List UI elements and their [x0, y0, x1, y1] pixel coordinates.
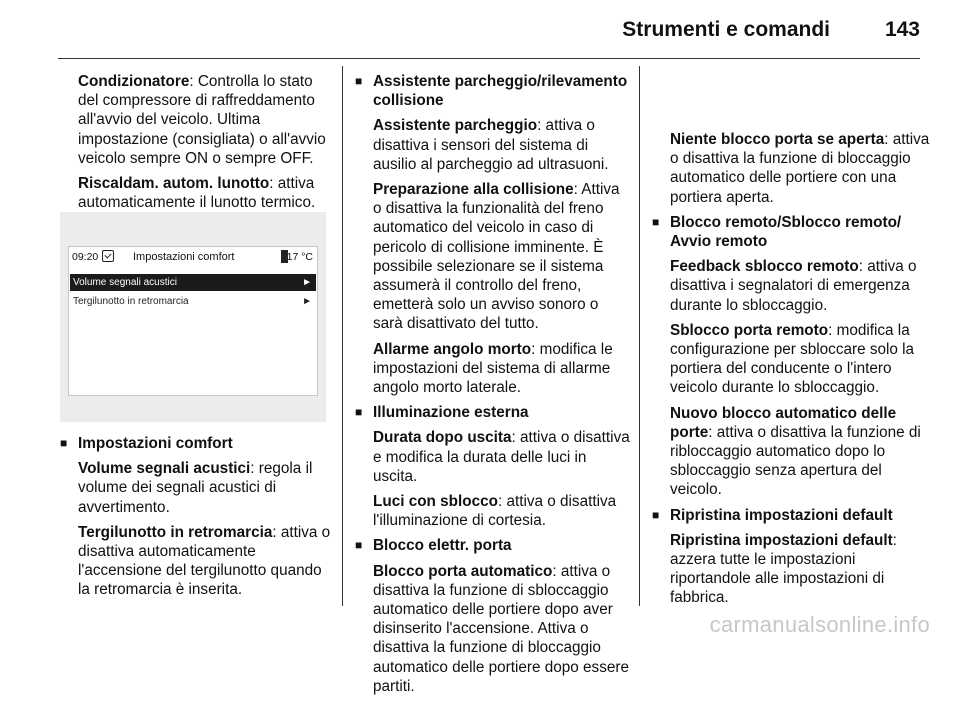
header-title: Strumenti e comandi — [622, 18, 830, 41]
term: Tergilunotto in retromarcia — [78, 523, 273, 541]
section-title: Ripristina impostazioni default — [670, 506, 893, 524]
page-header — [0, 0, 960, 62]
term: Feedback sblocco remoto — [670, 258, 859, 276]
menu-item-label: Tergilunotto in retromarcia — [73, 296, 189, 307]
paragraph — [355, 340, 631, 398]
description: : modifica le impostazioni del sistema di allarme angolo morto laterale. — [373, 340, 613, 397]
screen-temperature: 17 °C — [286, 251, 313, 263]
description: : attiva o disattiva e modifica la durata delle luci in uscita. — [373, 429, 630, 485]
description: : azzera tutte le impostazioni riportandole alle impostazioni di fabbrica. — [670, 531, 897, 607]
paragraph — [355, 562, 631, 696]
description: : attiva automaticamente il lunotto termico. — [78, 175, 316, 212]
description: : attiva o disattiva la funzione di sbloccaggio automatico delle portiere dopo aver disinserito l'accensione. Attiva o disattiva la funzione di bloccaggio automatico delle portiere dopo essere partiti. — [373, 562, 629, 695]
term: Assistente parcheggio — [373, 117, 538, 135]
bullet-icon: ■ — [355, 405, 363, 420]
watermark: carmanualsonline.info — [709, 612, 930, 637]
chevron-right-icon: ► — [302, 277, 312, 288]
paragraph — [355, 116, 631, 174]
section-heading — [355, 72, 631, 110]
term: Durata dopo uscita — [373, 429, 512, 447]
column-divider — [639, 66, 640, 606]
bullet-icon: ■ — [355, 74, 363, 88]
paragraph — [652, 531, 930, 608]
description: : regola il volume dei segnali acustici di avvertimento. — [78, 460, 313, 516]
section-title: Assistente parcheggio/rilevamento collisione — [373, 73, 628, 110]
description: : attiva o disattiva l'illuminazione di cortesia. — [373, 493, 617, 530]
paragraph — [652, 404, 930, 500]
column-1 — [60, 72, 332, 218]
paragraph — [652, 130, 930, 207]
bullet-icon: ■ — [652, 507, 660, 522]
paragraph — [652, 257, 930, 315]
column-divider — [342, 66, 343, 606]
description: : attiva o disattiva automaticamente l'accensione del tergilunotto quando la retromarcia è inserita. — [78, 523, 331, 599]
section-title: Blocco remoto/Sblocco remoto/ Avvio remoto — [670, 213, 902, 251]
paragraph — [355, 180, 631, 334]
menu-item-label: Volume segnali acustici — [73, 277, 177, 288]
page-number: 143 — [884, 18, 920, 41]
description: : attiva o disattiva la funzione di bloccaggio automatico delle portiere con una portiera aperta. — [670, 131, 930, 206]
header-divider — [58, 58, 920, 59]
description: : attiva o disattiva i sensori del sistema di ausilio al parcheggio ad ultrasuoni. — [373, 117, 609, 173]
term: Preparazione alla collisione — [373, 181, 574, 199]
paragraph — [652, 321, 930, 398]
term: Luci con sblocco — [373, 493, 498, 511]
term: Blocco porta automatico — [373, 562, 553, 580]
section-heading — [652, 506, 930, 525]
description: : Attiva o disattiva la funzionalità del freno automatico del veicolo in caso di pericolo di collisione imminente. È possibile selezionare se il sistema assumerà il controllo del freno, emetterà solo un avviso sonoro o sarà disattivato del tutto. — [373, 181, 620, 333]
section-title: Illuminazione esterna — [373, 404, 529, 422]
column-1-lower — [60, 434, 332, 606]
section-heading — [355, 536, 631, 555]
bullet-icon: ■ — [60, 436, 68, 450]
paragraph — [60, 174, 332, 212]
description: : attiva o disattiva i segnalatori di emergenza durante lo sbloccaggio. — [670, 258, 917, 314]
paragraph — [355, 492, 631, 530]
bullet-icon: ■ — [652, 214, 660, 229]
screen-menu-item-volume[interactable] — [70, 274, 316, 291]
description: : attiva o disattiva la funzione di ribloccaggio automatico dopo lo sbloccaggio senza apertura del veicolo. — [670, 423, 921, 499]
section-heading — [652, 213, 930, 251]
screen-figure — [60, 212, 326, 422]
screen-menu-item-wiper[interactable] — [70, 293, 316, 310]
section-title: Blocco elettr. porta — [373, 537, 512, 555]
chevron-right-icon: ► — [302, 296, 312, 307]
infotainment-screen — [68, 246, 318, 396]
term: Condizionatore — [78, 73, 190, 90]
screen-time: 09:20 — [72, 251, 99, 263]
screen-title: Impostazioni comfort — [133, 251, 235, 263]
paragraph — [60, 72, 332, 168]
column-3 — [652, 130, 930, 614]
paragraph — [60, 459, 332, 517]
screen-status-bar — [69, 247, 317, 267]
paragraph — [60, 523, 332, 600]
term: Riscaldam. autom. lunotto — [78, 175, 270, 193]
term: Volume segnali acustici — [78, 460, 251, 478]
column-2 — [355, 72, 631, 702]
term: Nuovo blocco automatico delle porte — [670, 404, 897, 441]
paragraph — [355, 428, 631, 486]
settings-check-icon — [102, 250, 114, 262]
section-heading — [60, 434, 332, 453]
section-title: Impostazioni comfort — [78, 435, 233, 452]
bullet-icon: ■ — [355, 538, 363, 553]
term: Sblocco porta remoto — [670, 321, 829, 339]
description: : modifica la configurazione per sbloccare solo la portiera del conducente o l'intero veicolo durante lo sbloccaggio. — [670, 321, 915, 397]
term: Ripristina impostazioni default — [670, 531, 893, 549]
term: Allarme angolo morto — [373, 340, 532, 358]
description: : Controlla lo stato del compressore di raffreddamento all'avvio del veicolo. Ultima impostazione (consigliata) o all'avvio veicolo sempre ON o sempre OFF. — [78, 73, 326, 167]
section-heading — [355, 403, 631, 422]
term: Niente blocco porta se aperta — [670, 131, 885, 148]
